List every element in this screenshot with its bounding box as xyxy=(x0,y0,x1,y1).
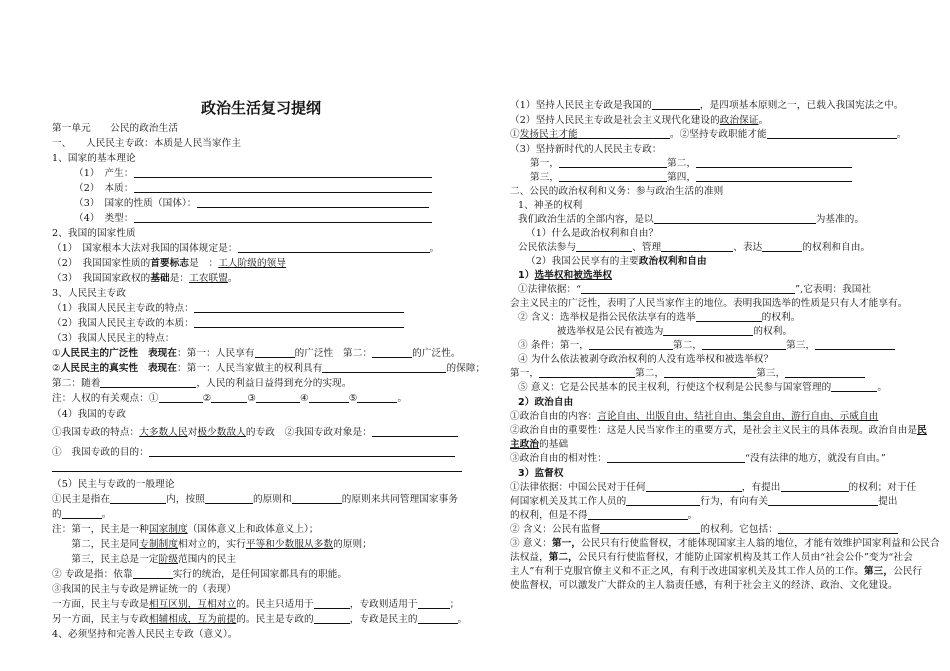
blank-line xyxy=(696,171,852,182)
blank-line xyxy=(539,367,635,378)
blank-line xyxy=(589,339,673,350)
blank-line xyxy=(292,493,342,504)
blank-line xyxy=(211,392,247,403)
blank-line xyxy=(238,242,430,253)
text-line: （3） 国家的性质（国体）： xyxy=(74,197,429,211)
blank-line xyxy=(314,613,350,624)
text-line: ③我国的民主与专政是辨证统一的（表现） xyxy=(52,584,237,595)
blank-line xyxy=(372,347,412,358)
blank-line xyxy=(309,392,349,403)
text-line: （3） 我国国家政权的基础是：工农联盟。 xyxy=(52,273,238,284)
text-line: （1）什么是政治权利和自由？ xyxy=(526,228,659,239)
continuation-line xyxy=(52,461,462,475)
blank-line xyxy=(134,182,432,193)
blank-line xyxy=(831,381,877,392)
text-line: ①民主是指在 内，按照 的原则和 的原则来共同管理国家事务 xyxy=(52,494,459,505)
blank-line xyxy=(607,452,745,463)
text-line: 我们政治生活的全部内容，是以 为基准的。 xyxy=(518,214,865,225)
blank-line xyxy=(100,377,196,388)
text-line: 一方面，民主与专政是相互区别，互相对立的。民主只适用于 ，专政则适用于 ； xyxy=(52,599,460,610)
blank-line xyxy=(815,339,895,350)
blank-line xyxy=(205,493,253,504)
text-line: ① 我国专政的目的： xyxy=(52,446,455,460)
blank-line xyxy=(778,523,898,534)
section-heading: 二、公民的政治权利和义务：参与政治生活的准则 xyxy=(510,186,724,197)
blank-line xyxy=(559,171,667,182)
blank-line xyxy=(781,481,849,492)
text-line: ④ 为什么依法被剥夺政治权利的人没有选举权和被选举权？ xyxy=(518,354,774,365)
text-line: 注：人权的有关观点：① ② ③ ④ ⑤ 。 xyxy=(52,393,408,404)
blank-line xyxy=(696,157,852,168)
blank-line xyxy=(664,367,756,378)
section-heading: 一、 人民民主专政：本质是人民当家作主 xyxy=(52,138,242,149)
text-line: ②政治自由的重要性：这是人民当家作主的重要方式，是社会主义民主的具体表现。政治自由是民 xyxy=(510,425,927,436)
text-line: （4） 类型： xyxy=(74,212,432,226)
blank-line xyxy=(588,509,688,520)
document-title: 政治生活复习提纲 xyxy=(200,99,321,117)
subsection-heading: 2、我国的国家性质 xyxy=(52,228,136,239)
blank-line xyxy=(600,523,700,534)
blank-line xyxy=(418,613,458,624)
blank-line xyxy=(663,325,753,336)
blank-line xyxy=(702,339,786,350)
blank-line xyxy=(159,392,203,403)
text-line: ③ 条件：第一， 第二， 第三， xyxy=(518,339,895,353)
text-line: 被选举权是公民有被选为 的权利。 xyxy=(518,326,793,337)
subsection-heading: 1、神圣的权利 xyxy=(518,200,583,211)
blank-line xyxy=(52,461,462,472)
text-line: （2） 我国国家性质的首要标志是 ：工人阶级的领导 xyxy=(52,258,287,269)
text-line: ②人民民主的真实性 表现在：第一：人民当家做主的权利具有 的保障； xyxy=(52,363,486,374)
text-line: 使监督权，可以激发广大群众的主人翁责任感，有利于社会主义的经济、政治、文化建设。 xyxy=(510,580,898,591)
unit-heading: 第一单元 公民的政治生活 xyxy=(52,123,179,134)
blank-line xyxy=(256,392,300,403)
text-line: 会主义民主的广泛性，表明了人民当家作主的地位。表明我国选举的性质是只有人才能享有。 xyxy=(510,298,908,309)
blank-line xyxy=(559,157,667,168)
text-line: （4）我国的专政 xyxy=(52,409,127,420)
text-line: 何国家机关及其工作人员的 行为，有向有关 提出 xyxy=(510,496,898,507)
text-line: 的权利，但是不得 。 xyxy=(510,510,698,521)
blank-line xyxy=(418,598,450,609)
text-line: 第二，民主是同专制制度相对立的，实行平等和少数服从多数的原则； xyxy=(52,539,372,550)
blank-line xyxy=(646,481,742,492)
text-line: 2）政治自由 xyxy=(518,397,574,408)
text-line: ② 含义：公民有监督 的权利。它包括： xyxy=(510,523,898,537)
text-line: （3）我国人民民主的特点： xyxy=(52,333,175,344)
blank-line xyxy=(372,426,458,437)
text-line: （1）坚持人民民主专政是我国的 ，是四项基本原则之一，已载入我国宪法之中。 xyxy=(510,100,904,111)
blank-line xyxy=(134,212,432,223)
text-line: 的 。 xyxy=(52,509,112,520)
text-line: ② 专政是指：依靠 实行的统治，是任何国家都具有的职能。 xyxy=(52,569,348,580)
text-line: ①发扬民主才能 。②坚持专政职能才能 。 xyxy=(510,129,907,140)
blank-line xyxy=(696,311,762,322)
text-line: ①政治自由的内容：言论自由、出版自由、结社自由、集会自由、游行自由、示威自由 xyxy=(510,411,879,422)
text-line: ② 含义：选举权是指公民依法享有的选举 的权利。 xyxy=(518,312,801,323)
blank-line xyxy=(768,495,878,506)
blank-line xyxy=(194,302,404,313)
blank-line xyxy=(626,495,700,506)
blank-line xyxy=(785,367,865,378)
text-line: （2）我国公民享有的主要政治权利和自由 xyxy=(526,256,707,267)
text-line: （2） 本质： xyxy=(74,182,432,196)
blank-line xyxy=(578,128,670,139)
blank-line xyxy=(197,197,429,208)
text-line: ③政治自由的相对性： “没有法律的地方，就没有自由。” xyxy=(510,453,886,464)
blank-line xyxy=(149,446,455,457)
subsection-heading: 1、国家的基本理论 xyxy=(52,153,136,164)
blank-line xyxy=(134,167,432,178)
blank-line xyxy=(133,568,173,579)
text-line: 1）选举权和被选举权 xyxy=(518,270,613,281)
blank-line xyxy=(110,493,166,504)
text-line: 另一方面，民主与专政相辅相成，互为前提的。民主是专政的 ，专政是民主的 。 xyxy=(52,614,468,625)
blank-line xyxy=(314,598,350,609)
text-line: （1）我国人民民主专政的特点： xyxy=(52,302,404,316)
text-line: （1） 国家根本大法对我国的国体规定是： 。 xyxy=(52,243,440,254)
text-line: （2）坚持人民民主专政是社会主义现代化建设的政治保证。 xyxy=(510,115,769,126)
text-line: ①法律依据：中国公民对于任何 ，有提出 的权利；对于任 xyxy=(510,482,917,493)
text-line: （5）民主与专政的一般理论 xyxy=(52,479,175,490)
text-line: 第一， 第二， xyxy=(530,157,852,171)
text-line: 4、必须坚持和完善人民民主专政（意义）。 xyxy=(52,629,238,640)
text-line: 第三，民主总是一定阶级范围内的民主 xyxy=(52,554,237,565)
blank-line xyxy=(194,317,404,328)
blank-line xyxy=(576,241,632,252)
subsection-heading: 3、人民民主专政 xyxy=(52,288,127,299)
text-line: ⑤ 意义：它是公民基本的民主权利，行使这个权利是公民参与国家管理的 。 xyxy=(518,382,888,393)
blank-line xyxy=(322,362,446,373)
text-line: 法权益，第二，公民只有行使监督权，才能防止国家机构及其工作人员由“社会公仆”变为“社会 xyxy=(510,552,913,563)
blank-line xyxy=(581,283,795,294)
blank-line xyxy=(661,241,733,252)
text-line: 公民依法参与 、管理 、表达 的权利和自由。 xyxy=(518,242,871,253)
blank-line xyxy=(762,241,802,252)
text-line: 主政治的基础 xyxy=(510,439,569,450)
text-line: 注：第一，民主是一种国家制度（国体意义上和政体意义上）； xyxy=(52,524,319,535)
text-line: 3）监督权 xyxy=(518,468,564,479)
text-line: 主人”有利于克服官僚主义和不正之风，有利于改进国家机关及其工作人员的工作。第三，公民行 xyxy=(510,566,923,577)
text-line: ①我国专政的特点：大多数人民对极少数敌人的专政 ②我国专政对象是： xyxy=(52,426,458,440)
blank-line xyxy=(652,99,700,110)
text-line: ①法律依据：“ ”,它表明：我国社 xyxy=(518,284,872,295)
text-line: 第三， 第四， xyxy=(530,171,852,185)
blank-line xyxy=(654,213,816,224)
text-line: （3）坚持新时代的人民民主专政： xyxy=(510,144,662,155)
blank-line xyxy=(767,128,897,139)
blank-line xyxy=(62,508,102,519)
text-line: 第一， 第二， 第三， xyxy=(510,367,865,381)
blank-line xyxy=(255,347,295,358)
text-line: （1） 产生： xyxy=(74,167,432,181)
text-line: （2）我国人民民主专政的本质： xyxy=(52,317,404,331)
text-line: ③ 意义：第一，公民只有行使监督权，才能体现国家主人翁的地位，才能有效维护国家利益和公民合 xyxy=(510,538,940,549)
text-line: ①人民民主的广泛性 表现在：第一：人民享有 的广泛性 第二： 的广泛性。 xyxy=(52,348,461,359)
blank-line xyxy=(357,392,397,403)
text-line: 第二：随着 ，人民的利益日益得到充分的实现。 xyxy=(52,378,352,389)
